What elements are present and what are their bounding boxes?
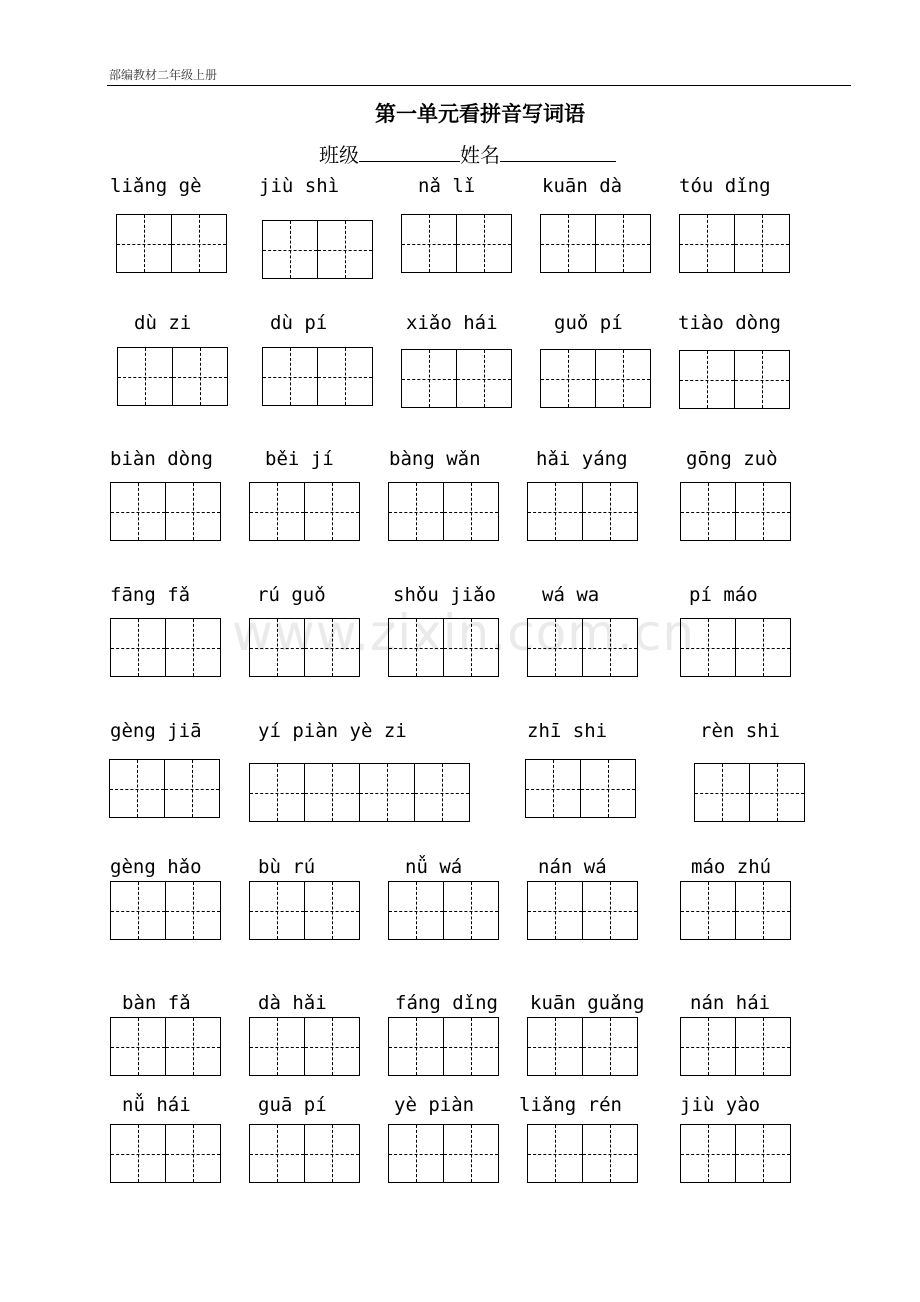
pinyin-label: tóu dǐng — [679, 175, 771, 197]
tianzige-cell[interactable] — [389, 1017, 444, 1076]
tianzige-cell[interactable] — [305, 482, 360, 541]
pinyin-label: fāng fǎ — [110, 584, 191, 606]
writing-grid — [110, 618, 221, 677]
tianzige-cell[interactable] — [735, 350, 790, 409]
page-header: 部编教材二年级上册 — [109, 68, 218, 82]
tianzige-cell[interactable] — [305, 881, 360, 940]
writing-grid — [540, 349, 651, 408]
tianzige-cell[interactable] — [389, 1124, 444, 1183]
tianzige-cell[interactable] — [360, 763, 415, 822]
tianzige-cell[interactable] — [681, 881, 736, 940]
tianzige-cell[interactable] — [110, 759, 165, 818]
tianzige-cell[interactable] — [736, 482, 791, 541]
tianzige-cell[interactable] — [389, 881, 444, 940]
writing-grid — [401, 349, 512, 408]
writing-grid — [110, 482, 221, 541]
pinyin-label: liǎng rén — [519, 1094, 622, 1116]
writing-grid — [679, 350, 790, 409]
tianzige-cell[interactable] — [581, 759, 636, 818]
tianzige-cell[interactable] — [389, 618, 444, 677]
tianzige-cell[interactable] — [166, 482, 221, 541]
page-title: 第一单元看拼音写词语 — [375, 102, 585, 126]
tianzige-cell[interactable] — [111, 1017, 166, 1076]
pinyin-label: fáng dǐng — [395, 992, 498, 1014]
pinyin-label: yè piàn — [394, 1094, 475, 1116]
pinyin-label: xiǎo hái — [406, 312, 498, 334]
tianzige-cell[interactable] — [680, 350, 735, 409]
tianzige-cell[interactable] — [680, 214, 735, 273]
pinyin-label: guā pí — [258, 1094, 327, 1116]
tianzige-cell[interactable] — [444, 881, 499, 940]
pinyin-label: gèng hǎo — [110, 856, 202, 878]
tianzige-cell[interactable] — [389, 482, 444, 541]
tianzige-cell[interactable] — [528, 881, 583, 940]
pinyin-label: kuān guǎng — [530, 992, 645, 1014]
writing-grid — [527, 618, 638, 677]
tianzige-cell[interactable] — [173, 347, 228, 406]
tianzige-cell[interactable] — [583, 1124, 638, 1183]
writing-grid — [117, 347, 228, 406]
tianzige-cell[interactable] — [263, 347, 318, 406]
tianzige-cell[interactable] — [111, 618, 166, 677]
writing-grid — [249, 1017, 360, 1076]
writing-grid — [262, 347, 373, 406]
pinyin-label: gōng zuò — [686, 448, 778, 470]
writing-grid — [388, 618, 499, 677]
pinyin-label: bàng wǎn — [389, 448, 481, 470]
tianzige-cell[interactable] — [172, 214, 227, 273]
writing-grid — [680, 1017, 791, 1076]
tianzige-cell[interactable] — [444, 618, 499, 677]
writing-grid — [525, 759, 636, 818]
pinyin-label: rèn shi — [700, 720, 781, 742]
writing-grid — [116, 214, 227, 273]
tianzige-cell[interactable] — [111, 1124, 166, 1183]
tianzige-cell[interactable] — [250, 1017, 305, 1076]
tianzige-cell[interactable] — [250, 881, 305, 940]
pinyin-label: zhī shi — [527, 720, 608, 742]
writing-grid — [540, 214, 651, 273]
pinyin-label: kuān dà — [542, 175, 623, 197]
tianzige-cell[interactable] — [583, 482, 638, 541]
tianzige-cell[interactable] — [681, 482, 736, 541]
writing-grid — [527, 881, 638, 940]
pinyin-label: dù pí — [270, 312, 328, 334]
name-blank[interactable] — [500, 141, 616, 162]
header-divider — [107, 85, 851, 86]
tianzige-cell[interactable] — [250, 482, 305, 541]
watermark: www.zixin.com.cn — [232, 604, 696, 662]
tianzige-cell[interactable] — [681, 1124, 736, 1183]
tianzige-cell[interactable] — [402, 349, 457, 408]
class-label: 班级 — [319, 143, 359, 167]
tianzige-cell[interactable] — [583, 1017, 638, 1076]
writing-grid — [401, 214, 512, 273]
writing-grid — [527, 1124, 638, 1183]
pinyin-label: nán wá — [538, 856, 607, 878]
name-label: 姓名 — [460, 143, 500, 167]
tianzige-cell[interactable] — [166, 618, 221, 677]
tianzige-cell[interactable] — [415, 763, 470, 822]
tianzige-cell[interactable] — [528, 482, 583, 541]
pinyin-label: yí piàn yè zi — [258, 720, 407, 742]
tianzige-cell[interactable] — [528, 618, 583, 677]
writing-grid — [679, 214, 790, 273]
writing-grid — [527, 1017, 638, 1076]
tianzige-cell[interactable] — [541, 349, 596, 408]
pinyin-label: dà hǎi — [258, 992, 327, 1014]
tianzige-cell[interactable] — [111, 482, 166, 541]
writing-grid — [249, 482, 360, 541]
pinyin-label: biàn dòng — [110, 448, 213, 470]
tianzige-cell[interactable] — [250, 763, 305, 822]
pinyin-label: liǎng gè — [110, 175, 202, 197]
tianzige-cell[interactable] — [528, 1124, 583, 1183]
pinyin-label: nán hái — [690, 992, 771, 1014]
tianzige-cell[interactable] — [111, 881, 166, 940]
writing-grid — [680, 881, 791, 940]
writing-grid — [388, 881, 499, 940]
tianzige-cell[interactable] — [165, 759, 220, 818]
pinyin-label: tiào dòng — [678, 312, 781, 334]
writing-grid — [680, 482, 791, 541]
writing-grid — [110, 1017, 221, 1076]
tianzige-cell[interactable] — [305, 618, 360, 677]
writing-grid — [249, 1124, 360, 1183]
pinyin-label: jiù shì — [259, 175, 340, 197]
tianzige-cell[interactable] — [681, 618, 736, 677]
tianzige-cell[interactable] — [596, 214, 651, 273]
tianzige-cell[interactable] — [736, 618, 791, 677]
tianzige-cell[interactable] — [736, 1124, 791, 1183]
tianzige-cell[interactable] — [596, 349, 651, 408]
pinyin-label: guǒ pí — [554, 312, 623, 334]
writing-grid — [680, 618, 791, 677]
tianzige-cell[interactable] — [250, 618, 305, 677]
tianzige-cell[interactable] — [681, 1017, 736, 1076]
pinyin-label: nǚ hái — [122, 1094, 191, 1116]
pinyin-label: hǎi yáng — [536, 448, 628, 470]
pinyin-label: bàn fǎ — [122, 992, 191, 1014]
writing-grid — [249, 881, 360, 940]
tianzige-cell[interactable] — [318, 347, 373, 406]
writing-grid — [109, 759, 220, 818]
class-blank[interactable] — [359, 141, 460, 162]
tianzige-cell[interactable] — [305, 1124, 360, 1183]
pinyin-label: máo zhú — [691, 856, 772, 878]
pinyin-label: bù rú — [258, 856, 316, 878]
tianzige-cell[interactable] — [305, 1017, 360, 1076]
student-info-line — [319, 139, 616, 168]
pinyin-label: běi jí — [265, 448, 334, 470]
pinyin-label: wá wa — [542, 584, 600, 606]
tianzige-cell[interactable] — [457, 349, 512, 408]
pinyin-label: jiù yào — [680, 1094, 761, 1116]
tianzige-cell[interactable] — [444, 482, 499, 541]
tianzige-cell[interactable] — [457, 214, 512, 273]
tianzige-cell[interactable] — [166, 1017, 221, 1076]
tianzige-cell[interactable] — [526, 759, 581, 818]
pinyin-label: nǚ wá — [405, 856, 463, 878]
writing-grid — [262, 220, 373, 279]
tianzige-cell[interactable] — [695, 763, 750, 822]
tianzige-cell[interactable] — [528, 1017, 583, 1076]
writing-grid — [388, 1124, 499, 1183]
tianzige-cell[interactable] — [118, 347, 173, 406]
tianzige-cell[interactable] — [750, 763, 805, 822]
tianzige-cell[interactable] — [583, 618, 638, 677]
tianzige-cell[interactable] — [735, 214, 790, 273]
pinyin-label: dù zi — [134, 312, 192, 334]
writing-grid — [694, 763, 805, 822]
tianzige-cell[interactable] — [583, 881, 638, 940]
tianzige-cell[interactable] — [541, 214, 596, 273]
tianzige-cell[interactable] — [305, 763, 360, 822]
pinyin-label: nǎ lǐ — [418, 175, 476, 197]
pinyin-label: shǒu jiǎo — [393, 584, 496, 606]
tianzige-cell[interactable] — [250, 1124, 305, 1183]
tianzige-cell[interactable] — [117, 214, 172, 273]
tianzige-cell[interactable] — [736, 881, 791, 940]
tianzige-cell[interactable] — [318, 220, 373, 279]
tianzige-cell[interactable] — [444, 1124, 499, 1183]
writing-grid — [388, 1017, 499, 1076]
tianzige-cell[interactable] — [166, 1124, 221, 1183]
tianzige-cell[interactable] — [444, 1017, 499, 1076]
writing-grid — [527, 482, 638, 541]
pinyin-label: pí máo — [689, 584, 758, 606]
writing-grid — [249, 618, 360, 677]
tianzige-cell[interactable] — [402, 214, 457, 273]
writing-grid — [680, 1124, 791, 1183]
tianzige-cell[interactable] — [166, 881, 221, 940]
writing-grid — [388, 482, 499, 541]
writing-grid — [110, 1124, 221, 1183]
tianzige-cell[interactable] — [736, 1017, 791, 1076]
pinyin-label: rú guǒ — [257, 584, 326, 606]
tianzige-cell[interactable] — [263, 220, 318, 279]
writing-grid — [110, 881, 221, 940]
pinyin-label: gèng jiā — [110, 720, 202, 742]
writing-grid — [249, 763, 470, 822]
